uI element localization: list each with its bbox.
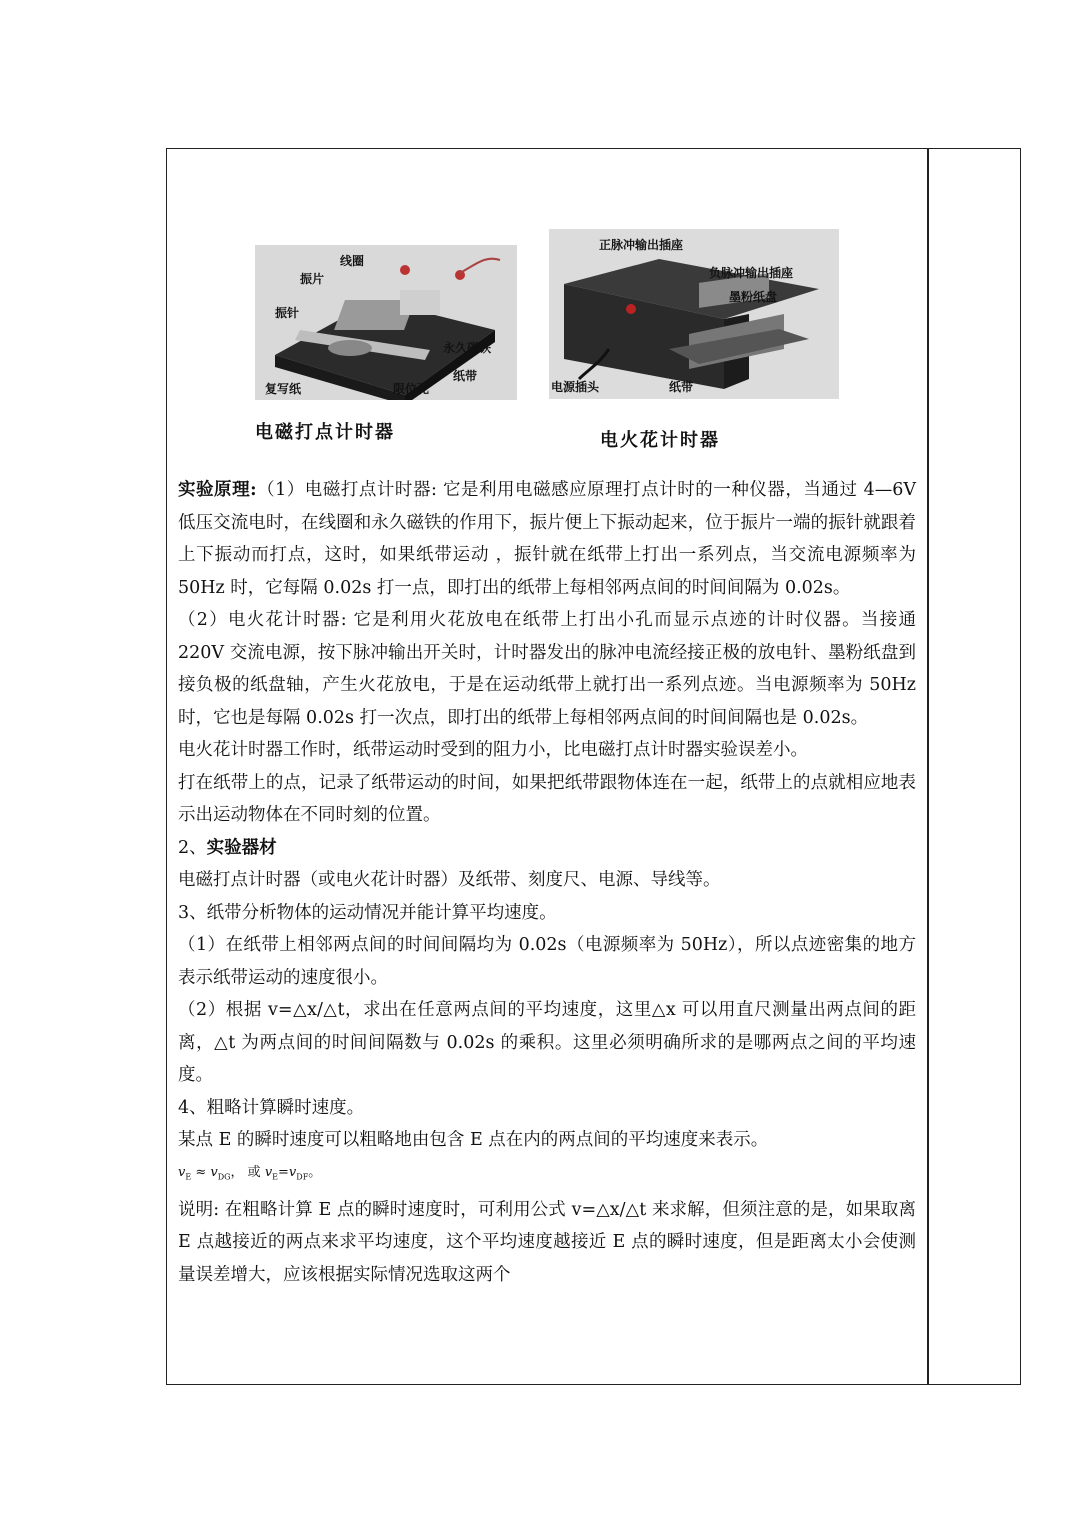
label-coil: 线圈 — [340, 254, 365, 268]
paragraph-analysis-2: （2）根据 v=△x/△t，求出在任意两点间的平均速度，这里△x 可以用直尺测量出两点间的距离，△t 为两点间的时间间隔数与 0.02s 的乘积。这里必须明确所求的是哪两点之间的平均速度。 — [178, 1000, 916, 1085]
paragraph-tape-meaning: 打在纸带上的点，记录了纸带运动的时间，如果把纸带跟物体连在一起，纸带上的点就相应地表示出运动物体在不同时刻的位置。 — [178, 772, 916, 825]
label-ink-disk: 墨粉纸盘 — [729, 290, 778, 304]
label-neg-output: 负脉冲输出插座 — [709, 266, 794, 280]
label-needle: 振针 — [275, 306, 300, 320]
paragraph-note: 说明: 在粗略计算 E 点的瞬时速度时，可利用公式 v=△x/△t 来求解，但须注意的是，如果取离 E 点越接近的两点来求平均速度，这个平均速度越接近 E 点的瞬时速度，但是距离太小会使测量误差增大，应该根据实际情况选取这两个 — [178, 1199, 916, 1285]
label-tape-right: 纸带 — [669, 380, 694, 394]
electromagnetic-timer-caption: 电磁打点计时器 — [255, 422, 395, 443]
equation-line: $v_E \approx v_{DG}$， 或 $v_E=v_{DF}$。 — [178, 1164, 322, 1182]
paragraph-principle-2: （2）电火花计时器: 它是利用火花放电在纸带上打出小孔而显示点迹的计时仪器。当接通 220V 交流电源，按下脉冲输出开关时，计时器发出的脉冲电流经接正极的放电针、墨粉纸盘到接负极的纸盘轴，产生火花放电，于是在运动纸带上就打出一系列点迹。当电源频率为 50Hz 时，它也是每隔 0.02s 打一次点，即打出的纸带上每相邻两点间的时间间隔也是 0.02s。 — [178, 610, 916, 728]
section-heading-principle: 实验原理: — [178, 480, 257, 500]
label-pos-output: 正脉冲输出插座 — [599, 238, 684, 252]
paragraph-instantaneous: 某点 E 的瞬时速度可以粗略地由包含 E 点在内的两点间的平均速度来表示。 — [178, 1130, 769, 1150]
label-tape: 纸带 — [453, 369, 478, 383]
paragraph-comparison: 电火花计时器工作时，纸带运动时受到的阻力小，比电磁打点计时器实验误差小。 — [178, 740, 808, 760]
electromagnetic-timer-figure — [255, 245, 517, 400]
paragraph-principle-1: 实验原理:（1）电磁打点计时器: 它是利用电磁感应原理打点计时的一种仪器，当通过 4—6V 低压交流电时，在线圈和永久磁铁的作用下，振片便上下振动起来，位于振片一端的振针就跟着上下振动而打点，这时，如果纸带运动 ，振针就在纸带上打出一系列点，当交流电源频率为 50Hz 时，它每隔 0.02s 打一点，即打出的纸带上每相邻两点间的时间间隔为 0.02s。 — [178, 480, 916, 598]
label-carbon-paper: 复写纸 — [265, 382, 302, 396]
label-magnet: 永久磁铁 — [443, 341, 492, 355]
label-plug: 电源插头 — [551, 380, 600, 394]
paragraph-analysis-1: （1）在纸带上相邻两点间的时间间隔均为 0.02s（电源频率为 50Hz），所以点迹密集的地方表示纸带运动的速度很小。 — [178, 935, 916, 988]
paragraph-equipment: 电磁打点计时器（或电火花计时器）及纸带、刻度尺、电源、导线等。 — [178, 870, 721, 890]
label-vibrating-piece: 振片 — [300, 272, 325, 286]
body-text — [178, 474, 916, 1291]
electromagnetic-timer-image — [255, 245, 517, 400]
label-limit-hole: 限位孔 — [393, 382, 430, 396]
column-divider — [927, 148, 929, 1385]
section-heading-equipment: 2、实验器材 — [178, 837, 277, 858]
spark-timer-caption: 电火花计时器 — [600, 430, 720, 451]
section-heading-instantaneous: 4、粗略计算瞬时速度。 — [178, 1097, 365, 1118]
section-heading-analysis: 3、纸带分析物体的运动情况并能计算平均速度。 — [178, 902, 557, 923]
spark-timer-figure — [549, 229, 839, 399]
spark-timer-image — [549, 229, 839, 399]
